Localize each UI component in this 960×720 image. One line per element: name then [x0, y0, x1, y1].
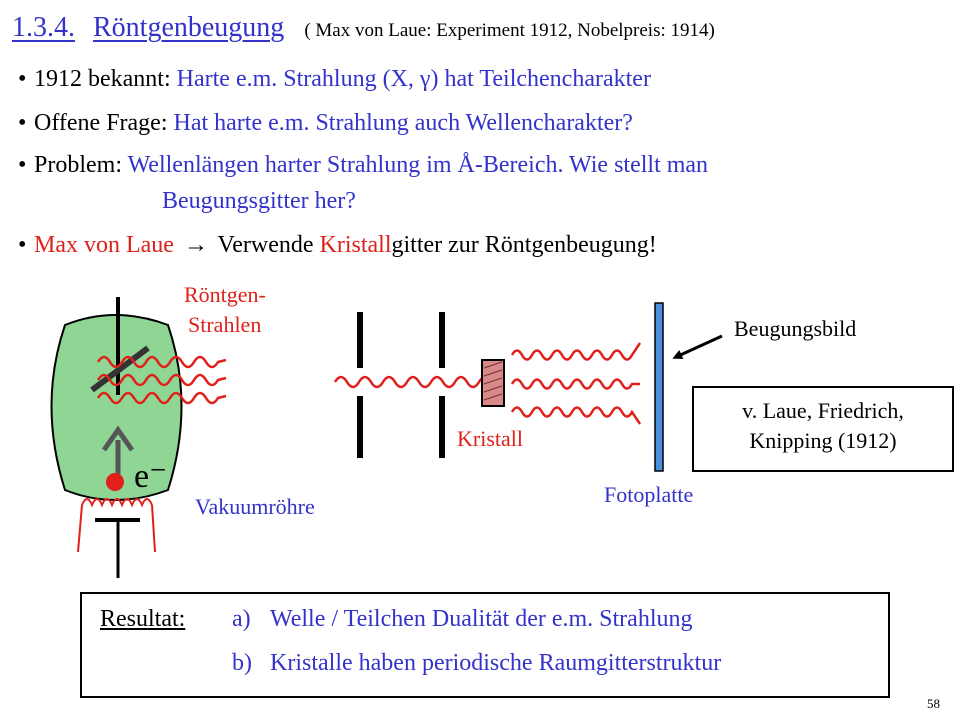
- bullet-1: • 1912 bekannt: Harte e.m. Strahlung (X, γ) hat Teilchencharakter: [18, 66, 651, 92]
- result-box: [80, 592, 890, 698]
- credit-line2: Knipping (1912): [749, 428, 897, 453]
- title-subtitle: ( Max von Laue: Experiment 1912, Nobelpreis: 1914): [304, 20, 715, 41]
- xray-label-line2: Strahlen: [188, 312, 262, 337]
- bullet-3-text-line2: Beugungsgitter her?: [162, 188, 356, 214]
- crystal-label: Kristall: [457, 426, 523, 451]
- plate-label: Fotoplatte: [604, 482, 694, 507]
- bullet-3-text: Wellenlängen harter Strahlung im Å-Bereich. Wie stellt man: [127, 152, 709, 178]
- photo-plate: [655, 303, 663, 471]
- page-number: 58: [927, 696, 940, 711]
- credit-line1: v. Laue, Friedrich,: [742, 398, 904, 423]
- result-b-marker: b): [232, 650, 252, 676]
- bullet-3-lead: Problem:: [34, 152, 122, 178]
- result-a-marker: a): [232, 606, 251, 632]
- tube-label: Vakuumröhre: [195, 494, 315, 519]
- bullet-3: • Problem: Wellenlängen harter Strahlung im Å-Bereich. Wie stellt man: [18, 152, 709, 178]
- bullet-2: • Offene Frage: Hat harte e.m. Strahlung auch Wellencharakter?: [18, 110, 633, 136]
- filament-coil-icon: [82, 499, 152, 505]
- bullet-4-post: gitter zur Röntgenbeugung!: [391, 232, 657, 258]
- bullet-4: • Max von Laue → Verwende Kristallgitter zur Röntgenbeugung!: [18, 232, 657, 258]
- bullet-1-lead: 1912 bekannt:: [34, 66, 171, 92]
- pattern-label: Beugungsbild: [734, 316, 857, 341]
- credit-box: [692, 386, 954, 472]
- bullet-4-lead: Max von Laue: [34, 232, 174, 258]
- result-b-text: Kristalle haben periodische Raumgitterstruktur: [270, 650, 722, 676]
- bullet-4-highlight: Kristall: [319, 232, 392, 258]
- xray-label-line1: Röntgen-: [184, 282, 266, 307]
- bullet-2-lead: Offene Frage:: [34, 110, 168, 136]
- bullet-4-pre: Verwende: [217, 232, 314, 258]
- implies-arrow-icon: →: [183, 232, 208, 258]
- bullet-2-text: Hat harte e.m. Strahlung auch Wellencharakter?: [173, 110, 633, 136]
- electron-dot: [106, 473, 124, 491]
- electron-label: e⁻: [134, 458, 168, 495]
- bullet-1-text: Harte e.m. Strahlung (X, γ) hat Teilchencharakter: [176, 66, 651, 92]
- title-text: Röntgenbeugung: [93, 12, 285, 43]
- result-a-text: Welle / Teilchen Dualität der e.m. Strahlung: [270, 606, 693, 632]
- result-label: Resultat:: [100, 606, 186, 632]
- pattern-pointer-arrow-icon: [676, 336, 722, 357]
- section-number: 1.3.4.: [12, 12, 75, 43]
